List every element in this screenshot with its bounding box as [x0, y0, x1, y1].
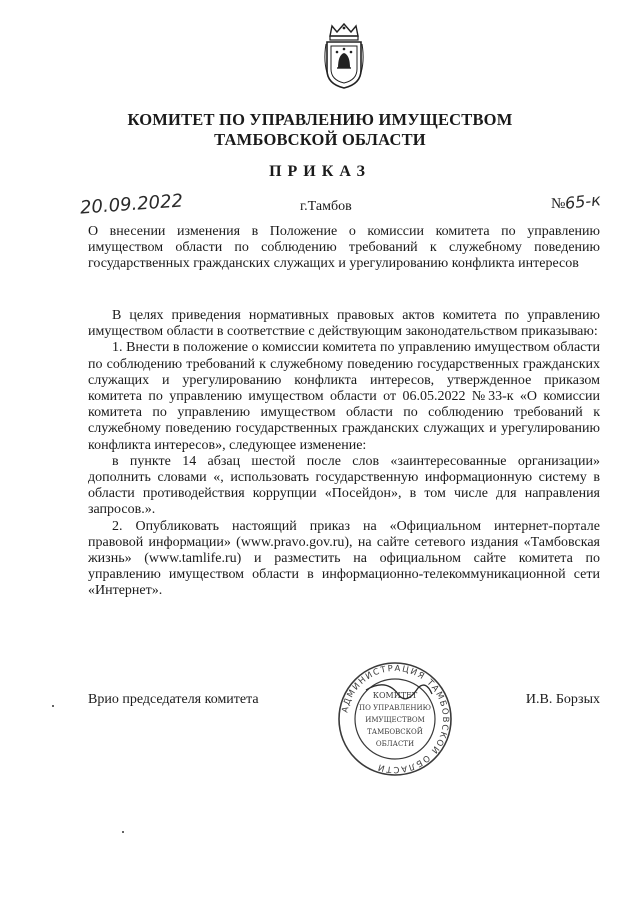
item-1-paragraph: 1. Внести в положение о комиссии комитета по управлению имуществом области по соблюдению требований к служебному поведению государственных гражданских служащих и урегулированию конфликта интересов, утвержденное приказом комитета по управлению имуществом области от 06.05.2022 №33-к «О комиссии комитета по управлению имуществом области по соблюдению требований к служебному поведению государственных гражданских служащих и урегулированию конфликта интересов», следующее изменение: [88, 340, 600, 453]
item-2-paragraph: 2. Опубликовать настоящий приказ на «Официальном интернет-портале правовой информации» (www.pravo.gov.ru), на сайте сетевого издания «Тамбовская жизнь» (www.tamlife.ru) и разместить на официальном сайте комитета по управлению имуществом области в информационно-телекоммуникационной сети «Интернет». [88, 518, 600, 599]
document-number: 65-к [564, 190, 602, 213]
signature-block [88, 692, 600, 712]
stamp-ring-text: АДМИНИСТРАЦИЯ ТАМБОВСКОЙ ОБЛАСТИ [340, 663, 451, 775]
stamp-line-5: ОБЛАСТИ [375, 740, 415, 748]
signatory-name: И.В. Борзых [525, 692, 600, 707]
stamp-line-4: ТАМБОВСКОЙ [367, 728, 423, 736]
stamp-line-3: ИМУЩЕСТВОМ [365, 716, 425, 724]
org-name-line1: КОМИТЕТ ПО УПРАВЛЕНИЮ ИМУЩЕСТВОМ [127, 110, 513, 129]
document-city: г.Тамбов [300, 199, 352, 214]
document-subject: О внесении изменения в Положение о комиссии комитета по управлению имуществом области по соблюдению требований к служебному поведению государственных гражданских служащих и урегулированию конфликта интересов [88, 224, 600, 272]
document-date: 20.09.2022 [79, 190, 184, 219]
official-stamp [336, 660, 454, 778]
signatory-title: Врио председателя комитета [88, 692, 259, 707]
item-1-detail-paragraph: в пункте 14 абзац шестой после слов «заинтересованные организации» дополнить словами «, использовать государственную информационную систему в области противодействия коррупции «Посейдон», в том числе для направления запросов.». [88, 453, 600, 518]
document-type: ПРИКАЗ [269, 163, 371, 180]
document-number-prefix: № [551, 196, 566, 212]
preamble-paragraph: В целях приведения нормативных правовых актов комитета по управлению имуществом области в соответствие с действующим законодательством приказываю: [88, 308, 600, 340]
document-body [88, 308, 600, 600]
coat-of-arms-icon [322, 22, 366, 90]
org-name-line2: ТАМБОВСКОЙ ОБЛАСТИ [214, 130, 426, 149]
scan-mark [52, 705, 54, 707]
scan-mark [122, 831, 124, 833]
stamp-line-2: ПО УПРАВЛЕНИЮ [359, 704, 431, 712]
stamp-line-1: КОМИТЕТ [372, 691, 418, 700]
